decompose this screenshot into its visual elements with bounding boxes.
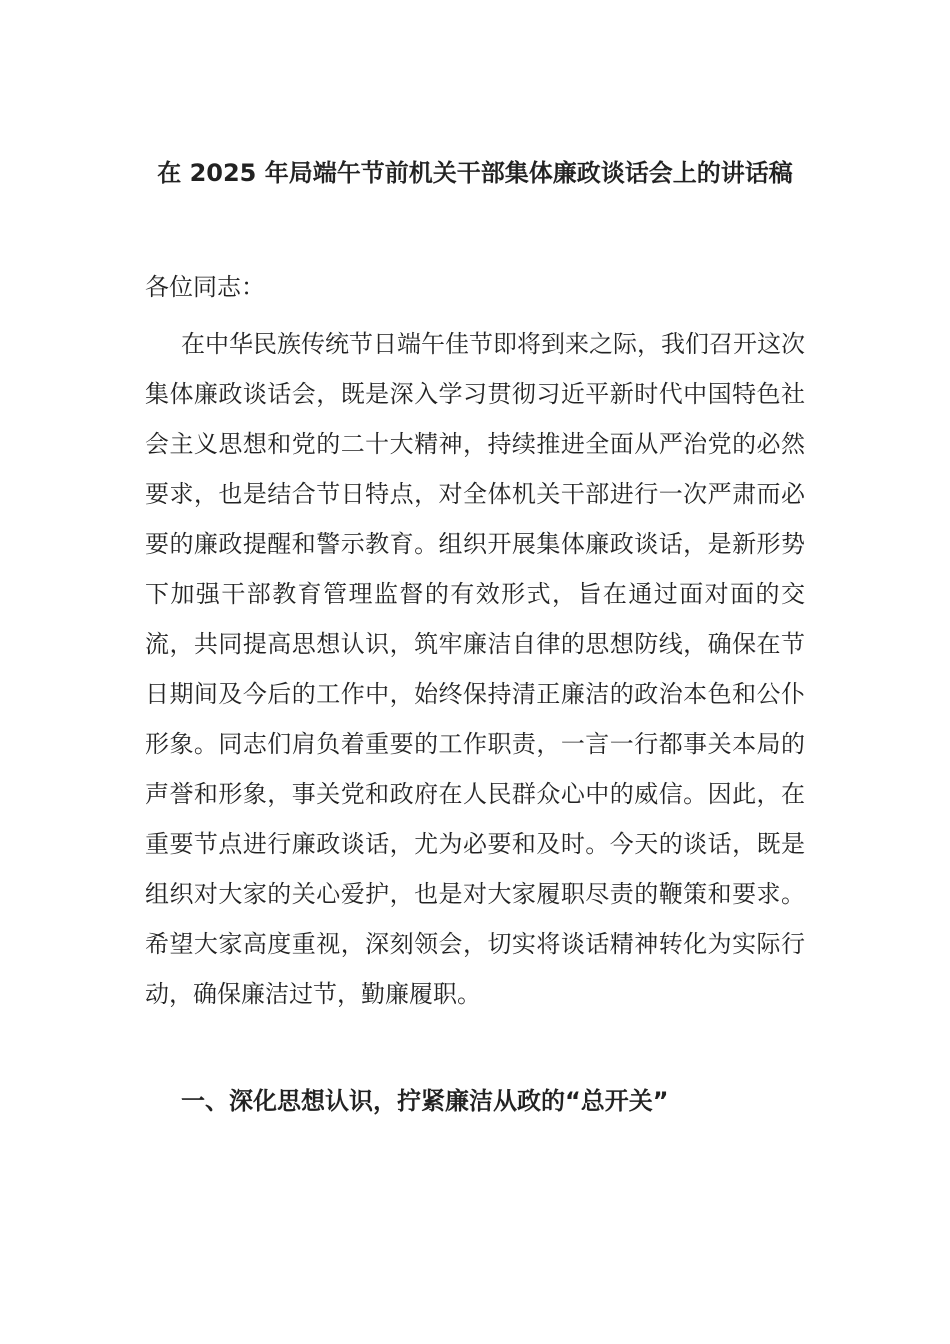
document-title: 在 2025 年局端午节前机关干部集体廉政谈话会上的讲话稿 (157, 159, 793, 187)
salutation: 各位同志： (145, 273, 265, 301)
section-heading: 一、深化思想认识，拧紧廉洁从政的“总开关” (181, 1087, 669, 1115)
body-paragraph: 在中华民族传统节日端午佳节即将到来之际，我们召开这次集体廉政谈话会，既是深入学习贯彻习近平新时代中国特色社会主义思想和党的二十大精神，持续推进全面从严治党的必然要求，也是结合节日特点，对全体机关干部进行一次严肃而必要的廉政提醒和警示教育。组织开展集体廉政谈话，是新形势下加强干部教育管理监督的有效形式，旨在通过面对面的交流，共同提高思想认识，筑牢廉洁自律的思想防线，确保在节日期间及今后的工作中，始终保持清正廉洁的政治本色和公仆形象。同志们肩负着重要的工作职责，一言一行都事关本局的声誉和形象，事关党和政府在人民群众心中的威信。因此，在重要节点进行廉政谈话，尤为必要和及时。今天的谈话，既是组织对大家的关心爱护，也是对大家履职尽责的鞭策和要求。希望大家高度重视，深刻领会，切实将谈话精神转化为实际行动，确保廉洁过节，勤廉履职。 (145, 330, 805, 1008)
